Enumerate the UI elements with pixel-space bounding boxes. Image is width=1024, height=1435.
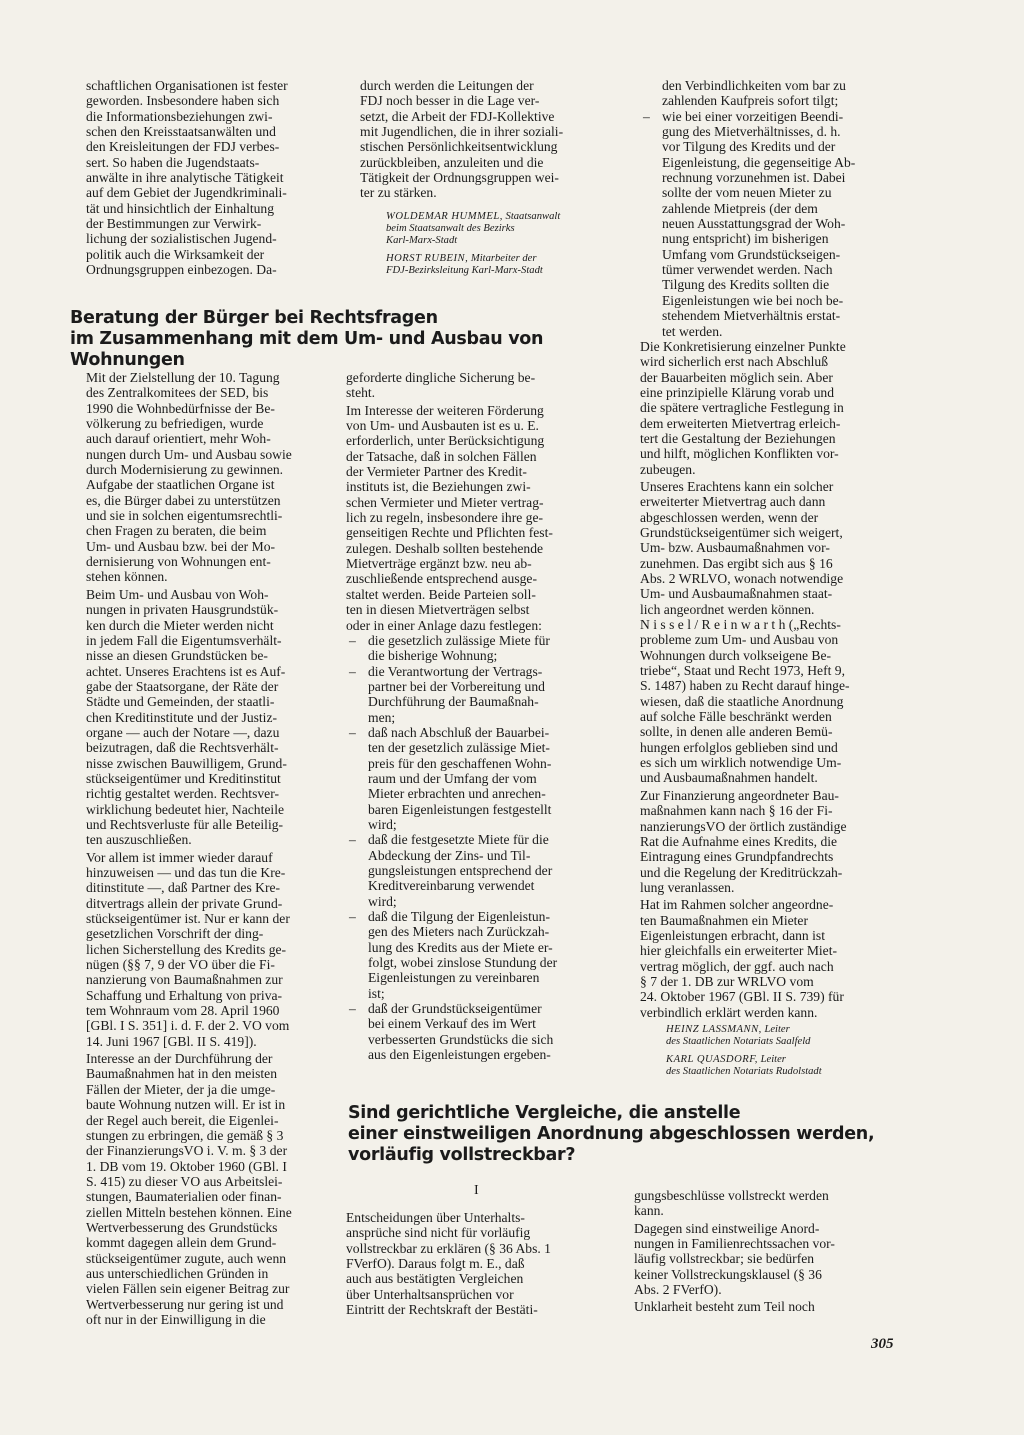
article1-col1-text: schaftlichen Organisationen ist fester geworden. Insbesondere haben sich die Informationsbeziehungen zwi- schen den Kreisstaatsanwälten und den Kreisleitungen der FDJ verbes- sert. So haben die Jugendstaats- anwälte in ihre analytische Tätigkeit auf dem Gebiet der Jugendkriminali- tät und hinsichtlich der Einhaltung der Bestimmungen zur Verwirk- lichung der sozialistischen Jugend- politik auch die Wirksamkeit der Ordnungsgruppen einbezogen. Da- (86, 78, 288, 278)
paragraph: geforderte dingliche Sicherung be- steht. (346, 370, 536, 401)
paragraph: Entscheidungen über Unterhalts- ansprüche sind nicht für vorläufig vollstreckbar zu erklären (§ 36 Abs. 1 FVerfO). Daraus folgt m. E., daß auch aus bestätigten Vergleichen über Unterhaltsansprüchen vor Eintritt der Rechtskraft der Bestäti- (346, 1210, 551, 1318)
article2-signature-1 (640, 1024, 912, 1048)
paragraph: den Verbindlichkeiten vom bar zu zahlenden Kaufpreis sofort tilgt; (662, 78, 846, 109)
article1-col1 (86, 78, 336, 277)
article1-signature-2 (360, 253, 628, 277)
requirements-list-continued (640, 109, 912, 339)
article2-heading: Beratung der Bürger bei Rechtsfragen im Zusammenhang mit dem Um- und Ausbau von Wohnungen (70, 308, 544, 370)
list-item: – wie bei einer vorzeitigen Beendi- gung des Mietverhältnisses, d. h. vor Tilgung des Kredits und der Eigenleistung, die gegenseitige Ab- rechnung vorzunehmen ist. Dabei sollte der vom neuen Mieter zu zahlende Mietpreis (der dem neuen Ausstattungsgrad der Woh- nung entspricht) im bisherigen Umfang vom Grundstückseigen- tümer verwendet werden. Nach Tilgung des Kredits sollten die Eigenleistungen wie bei noch be- stehendem Mietverhältnis erstat- tet werden. (640, 109, 912, 339)
article1-col2 (360, 78, 628, 283)
paragraph: Unklarheit besteht zum Teil noch (634, 1299, 815, 1315)
list-item: – daß die festgesetzte Miete für die Abdeckung der Zins- und Til- gungsleistungen entsprechend der Kreditvereinbarung verwendet wird; (346, 832, 622, 909)
article2-col2 (346, 370, 622, 1062)
section-number: I (474, 1183, 479, 1198)
paragraph: Interesse an der Durchführung der Baumaßnahmen hat in den meisten Fällen der Mieter, der ja die umge- baute Wohnung nutzen will. Er ist in der Regel auch bereit, die Eigenlei- stungen zu erbringen, die gemäß § 3 der FinanzierungsVO i. V. m. § 3 der 1. DB vom 19. Oktober 1960 (GBl. I S. 415) zu dieser VO aus Arbeitslei- stungen, Baumaterialien oder finan- ziellen Mitteln bestehen können. Eine Wertverbesserung des Grundstücks kommt dagegen allein dem Grund- stückseigentümer zugute, auch wenn aus unterschiedlichen Gründen in vielen Fällen sein eigener Beitrag zur Wertverbesserung nur gering ist und oft nur in der Einwilligung in die (86, 1051, 292, 1327)
article3-col2 (634, 1188, 906, 1315)
paragraph: Unseres Erachtens kann ein solcher erweiterter Mietvertrag auch dann abgeschlossen werden, wenn der Grundstückseigentümer sich weigert, Um- bzw. Ausbaumaßnahmen vor- zunehmen. Das ergibt sich aus § 16 Abs. 2 WRLVO, wonach notwendige Um- und Ausbaumaßnahmen staat- lich angeordnet werden können. N i s s e l / R e i n w a r t h („Rechts- probleme zum Um- und Ausbau von Wohnungen durch volkseigene Be- triebe“, Staat und Recht 1973, Heft 9, S. 1487) haben zu Recht darauf hinge- wiesen, daß die staatliche Anordnung auf solche Fälle beschränkt werden sollte, in denen alle anderen Bemü- hungen erfolglos geblieben sind und es sich um wirklich notwendige Um- und Ausbaumaßnahmen handelt. (640, 478, 850, 786)
list-item: – daß die Tilgung der Eigenleistun- gen des Mieters nach Zurückzah- lung des Kredits aus der Miete er- folgt, wobei zinslose Stundung der Eigenleistungen zu vereinbaren ist; (346, 909, 622, 1001)
requirements-list (346, 633, 622, 1063)
signature-name: HORST RUBEIN, (386, 252, 469, 264)
paragraph: Vor allem ist immer wieder darauf hinzuweisen — und das tun die Kre- ditinstitute —, daß Partner des Kre- ditvertrags allein der private Grund- stückseigentümer ist. Nur er kann der gesetzlichen Vorschrift der ding- lichen Sicherstellung des Kredits ge- nügen (§§ 7, 9 der VO über die Fi- nanzierung von Baumaßnahmen zur Schaffung und Erhaltung von priva- tem Wohnraum vom 28. April 1960 [GBl. I S. 351] i. d. F. der 2. VO vom 14. Juni 1967 [GBl. II S. 419]). (86, 849, 290, 1049)
article2-signature-2 (640, 1054, 912, 1078)
signature-role: Mitarbeiter der FDJ-Bezirksleitung Karl-Marx-Stadt (386, 252, 543, 276)
article1-col2-text: durch werden die Leitungen der FDJ noch besser in die Lage ver- setzt, die Arbeit der FDJ-Kollektive mit Jugendlichen, die in ihrer soziali- stischen Persönlichkeitsentwicklung zurückbleiben, anzuleiten und die Tätigkeit der Ordnungsgruppen wei- ter zu stärken. (360, 78, 564, 201)
signature-name: WOLDEMAR HUMMEL, (386, 210, 503, 222)
article1-signature-1 (360, 211, 628, 247)
list-item: – die Verantwortung der Vertrags- partner bei der Vorbereitung und Durchführung der Baumaßnah- men; (346, 664, 622, 725)
article2-col1 (86, 370, 336, 1327)
paragraph: Dagegen sind einstweilige Anord- nungen in Familienrechtssachen vor- läufig vollstreckbar; sie bedürfen keiner Vollstreckungsklausel (§ 36 Abs. 2 FVerfO). (634, 1220, 835, 1298)
page-number: 305 (871, 1336, 894, 1352)
paragraph: Zur Finanzierung angeordneter Bau- maßnahmen kann nach § 16 der Fi- nanzierungsVO der örtlich zuständige Rat die Aufnahme eines Kredits, die Eintragung eines Grundpfandrechts und die Regelung der Kreditrückzah- lung veranlassen. (640, 787, 847, 895)
paragraph: Mit der Zielstellung der 10. Tagung des Zentralkomitees der SED, bis 1990 die Wohnbedürfnisse der Be- völkerung zu befriedigen, wurde auch darauf orientiert, mehr Woh- nungen durch Um- und Ausbau sowie durch Modernisierung zu gewinnen. Aufgabe der staatlichen Organe ist es, die Bürger dabei zu unterstützen und sie in solchen eigentumsrechtli- chen Fragen zu beraten, die beim Um- und Ausbau bzw. bei der Mo- dernisierung von Wohnungen ent- stehen können. (86, 370, 292, 585)
signature-role: Leiter des Staatlichen Notariats Saalfeld (666, 1023, 811, 1047)
paragraph: Beim Um- und Ausbau von Woh- nungen in privaten Hausgrundstük- ken durch die Mieter werden nicht in jedem Fall die Eigentumsverhält- nisse an diesen Grundstücken be- achtet. Unseres Erachtens ist es Auf- gabe der Staatsorgane, der Räte der Städte und Gemeinden, der staatli- chen Kreditinstitute und der Justiz- organe — auch der Notare —, dazu beizutragen, daß die Rechtsverhält- nisse zwischen Bauwilligem, Grund- stückseigentümer und Kreditinstitut richtig gestaltet werden. Rechtsver- wirklichung bedeutet hier, Nachteile und Rechtsverluste für alle Beteilig- ten auszuschließen. (86, 586, 287, 848)
signature-name: KARL QUASDORF, (666, 1053, 758, 1065)
signature-role: Leiter des Staatlichen Notariats Rudolstadt (666, 1053, 822, 1077)
paragraph: Hat im Rahmen solcher angeordne- ten Baumaßnahmen ein Mieter Eigenleistungen erbracht, dann ist hier gleichfalls ein erweiterter Miet- vertrag möglich, der ggf. auch nach § 7 der 1. DB zur WRLVO vom 24. Oktober 1967 (GBl. II S. 739) für verbindlich erklärt werden kann. (640, 897, 844, 1020)
paragraph: Im Interesse der weiteren Förderung von Um- und Ausbauten ist es u. E. erforderlich, unter Berücksichtigung der Tatsache, daß in solchen Fällen der Vermieter Partner des Kredit- instituts ist, die Beziehungen zwi- schen Vermieter und Mieter vertrag- lich zu regeln, insbesondere ihre ge- genseitigen Rechte und Pflichten fest- zulegen. Deshalb sollten bestehende Mietverträge ergänzt bzw. neu ab- zuschließende entsprechend ausge- staltet werden. Beide Parteien soll- ten in diesen Mietverträgen selbst oder in einer Anlage dazu festlegen: (346, 402, 553, 633)
list-item: – daß nach Abschluß der Bauarbei- ten der gesetzlich zulässige Miet- preis für den geschaffenen Wohn- raum und der Umfang der vom Mieter erbrachten und anrechen- baren Eigenleistungen festgestellt wird; (346, 725, 622, 832)
list-item: – daß der Grundstückseigentümer bei einem Verkauf des im Wert verbesserten Grundstücks die sich aus den Eigenleistungen ergeben- (346, 1001, 622, 1062)
paragraph: Die Konkretisierung einzelner Punkte wird sicherlich erst nach Abschluß der Bauarbeiten möglich sein. Aber eine prinzipielle Klärung vorab und die spätere vertragliche Festlegung in dem erweiterten Mietvertrag erleich- tert die Gestaltung der Beziehungen und hilft, möglichen Konflikten vor- zubeugen. (640, 338, 846, 477)
article3-col1 (346, 1210, 622, 1317)
signature-name: HEINZ LASSMANN, (666, 1023, 762, 1035)
article3-heading: Sind gerichtliche Vergleiche, die anstelle einer einstweiligen Anordnung abgeschlossen werden, vorläufig vollstreckbar? (348, 1103, 875, 1165)
article2-col3 (640, 78, 912, 1084)
signature-role: Staatsanwalt beim Staatsanwalt des Bezirks Karl-Marx-Stadt (386, 210, 561, 246)
paragraph: gungsbeschlüsse vollstreckt werden kann. (634, 1188, 829, 1219)
list-item: – die gesetzlich zulässige Miete für die bisherige Wohnung; (346, 633, 622, 664)
